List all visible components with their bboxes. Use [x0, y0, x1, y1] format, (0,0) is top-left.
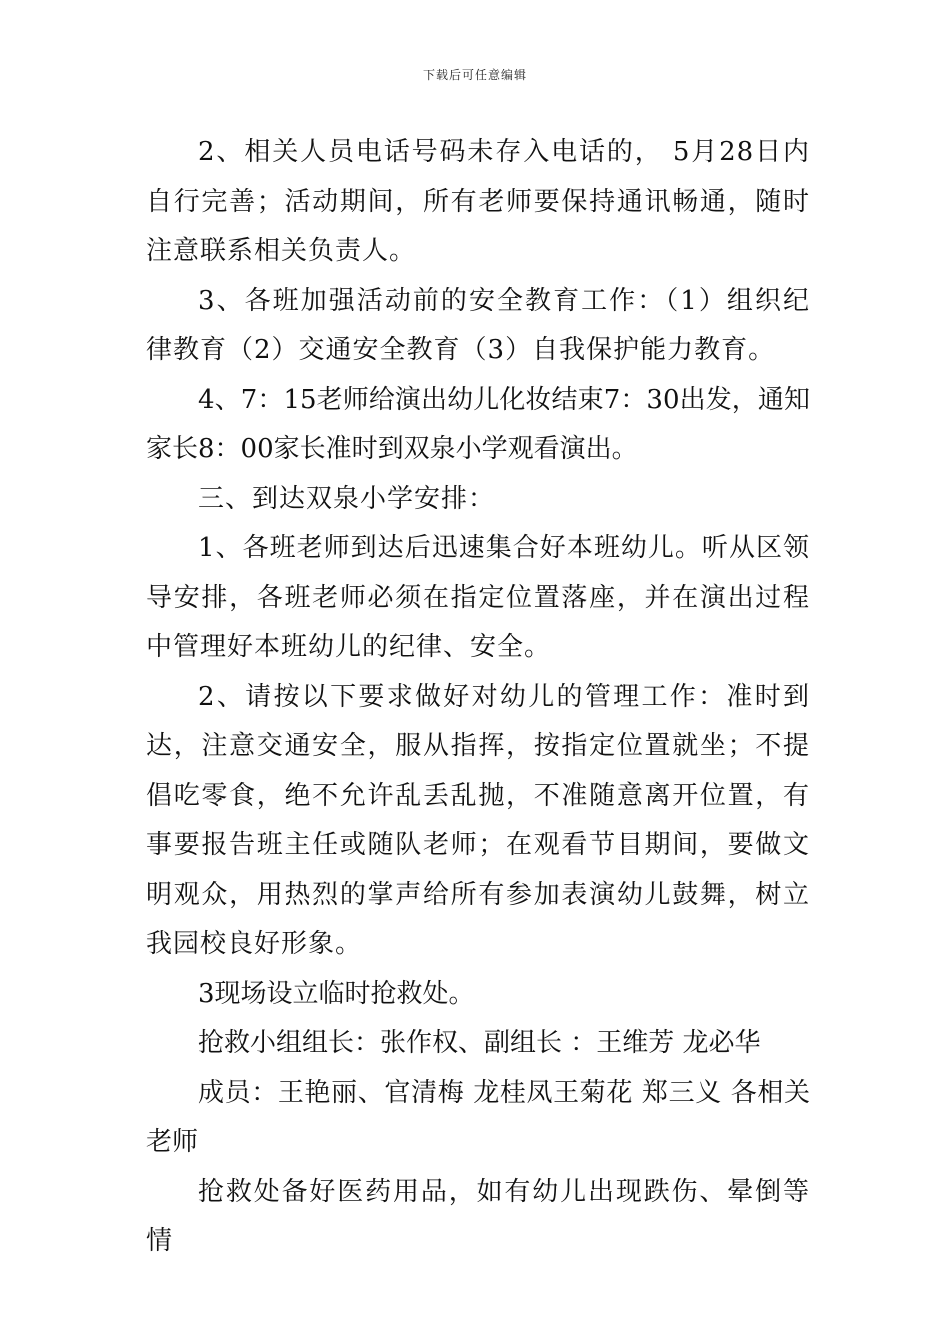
- paragraph-class-assembly: 1、各班老师到达后迅速集合好本班幼儿。听从区领导安排，各班老师必须在指定位置落座，并在演出过程中管理好本班幼儿的纪律、安全。: [146, 533, 810, 662]
- paragraph-schedule: 4、7：15老师给演出幼儿化妆结束7：30出发，通知家长8：00家长准时到双泉小学观看演出。: [146, 384, 810, 464]
- document-body: [146, 128, 810, 1267]
- paragraph-management-requirements: 2、请按以下要求做好对幼儿的管理工作：准时到达，注意交通安全，服从指挥，按指定位置就坐；不提倡吃零食，绝不允许乱丢乱抛，不准随意离开位置，有事要报告班主任或随队老师；在观看节目期间，要做文明观众，用热烈的掌声给所有参加表演幼儿鼓舞，树立我园校良好形象。: [146, 681, 810, 959]
- paragraph-first-aid-station: 3现场设立临时抢救处。: [198, 978, 475, 1009]
- page-header-note: 下载后可任意编辑: [422, 68, 527, 82]
- paragraph-safety-education: 3、各班加强活动前的安全教育工作：（1）组织纪律教育（2）交通安全教育（3）自我保护能力教育。: [146, 285, 810, 365]
- paragraph-rescue-team-leaders: 抢救小组组长：张作权、副组长 ：王维芳 龙必华: [198, 1028, 761, 1058]
- section-heading-arrival: 三、到达双泉小学安排：: [198, 483, 496, 514]
- paragraph-rescue-team-members: 成员：王艳丽、官清梅 龙桂凤王菊花 郑三义 各相关老师: [146, 1077, 810, 1157]
- paragraph-medical-supplies: 抢救处备好医药用品，如有幼儿出现跌伤、晕倒等情: [146, 1176, 810, 1256]
- paragraph-contact-numbers: 2、相关人员电话号码未存入电话的， 5月28日内自行完善；活动期间，所有老师要保持通讯畅通，随时注意联系相关负责人。: [146, 137, 810, 266]
